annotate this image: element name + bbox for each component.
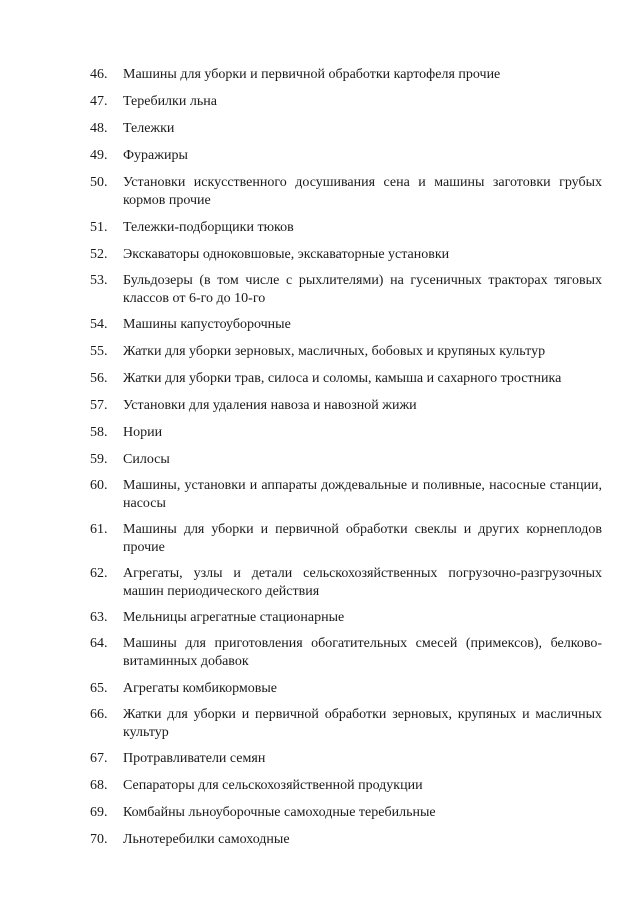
item-text: Силосы (123, 452, 170, 467)
item-text: Жатки для уборки зерновых, масличных, бобовых и крупяных культур (123, 344, 546, 359)
item-number: 47. (90, 94, 108, 109)
item-number: 68. (90, 778, 108, 793)
item-text: Машины капустоуборочные (123, 317, 291, 332)
item-number: 51. (90, 220, 108, 235)
list-item (90, 219, 602, 237)
list-item (90, 635, 602, 671)
item-text: Сепараторы для сельскохозяйственной продукции (123, 778, 423, 793)
list-item (90, 777, 602, 795)
item-text: Жатки для уборки и первичной обработки зерновых, крупяных и масличных культур (123, 707, 602, 740)
item-text: Тележки (123, 121, 175, 136)
item-number: 53. (90, 273, 108, 288)
item-text: Машины для уборки и первичной обработки картофеля прочие (123, 67, 501, 82)
item-text: Нории (123, 425, 163, 440)
item-text: Фуражиры (123, 148, 188, 163)
item-number: 58. (90, 425, 108, 440)
item-number: 66. (90, 707, 108, 722)
list-item (90, 174, 602, 210)
item-number: 55. (90, 344, 108, 359)
list-item (90, 750, 602, 768)
item-text: Агрегаты комбикормовые (123, 681, 277, 696)
item-text: Бульдозеры (в том числе с рыхлителями) на гусеничных тракторах тяговых классов от 6-го до 10-го (123, 273, 602, 306)
list-item (90, 477, 602, 513)
item-text: Агрегаты, узлы и детали сельскохозяйственных погрузочно-разгрузочных машин периодического действия (123, 566, 602, 599)
list-item (90, 609, 602, 627)
list-item (90, 397, 602, 415)
item-text: Мельницы агрегатные стационарные (123, 610, 345, 625)
item-text: Установки искусственного досушивания сена и машины заготовки грубых кормов прочие (123, 175, 602, 208)
item-number: 48. (90, 121, 108, 136)
item-number: 60. (90, 478, 108, 493)
item-text: Тележки-подборщики тюков (123, 220, 294, 235)
list-item (90, 93, 602, 111)
item-number: 64. (90, 636, 108, 651)
item-text: Машины для приготовления обогатительных смесей (примексов), белково-витаминных добавок (123, 636, 602, 669)
list-item (90, 120, 602, 138)
item-text: Машины, установки и аппараты дождевальные и поливные, насосные станции, насосы (123, 478, 602, 511)
item-number: 56. (90, 371, 108, 386)
item-number: 62. (90, 566, 108, 581)
item-text: Протравливатели семян (123, 751, 266, 766)
item-text: Установки для удаления навоза и навозной жижи (123, 398, 417, 413)
list-item (90, 343, 602, 361)
list-item (90, 521, 602, 557)
item-number: 54. (90, 317, 108, 332)
item-number: 69. (90, 805, 108, 820)
list-item (90, 272, 602, 308)
list-item (90, 706, 602, 742)
item-number: 52. (90, 247, 108, 262)
list-item (90, 680, 602, 698)
list-item (90, 804, 602, 822)
list-item (90, 370, 602, 388)
item-number: 63. (90, 610, 108, 625)
item-number: 70. (90, 832, 108, 847)
list-item (90, 147, 602, 165)
item-text: Комбайны льноуборочные самоходные теребильные (123, 805, 436, 820)
list-item (90, 424, 602, 442)
item-number: 46. (90, 67, 108, 82)
list-item (90, 451, 602, 469)
item-text: Жатки для уборки трав, силоса и соломы, камыша и сахарного тростника (123, 371, 562, 386)
list-item (90, 246, 602, 264)
item-number: 49. (90, 148, 108, 163)
item-number: 65. (90, 681, 108, 696)
item-number: 61. (90, 522, 108, 537)
item-number: 67. (90, 751, 108, 766)
list-item (90, 66, 602, 84)
list-item (90, 316, 602, 334)
item-text: Экскаваторы одноковшовые, экскаваторные установки (123, 247, 450, 262)
item-number: 57. (90, 398, 108, 413)
item-text: Льнотеребилки самоходные (123, 832, 290, 847)
item-number: 59. (90, 452, 108, 467)
item-text: Теребилки льна (123, 94, 217, 109)
list-item (90, 831, 602, 849)
item-number: 50. (90, 175, 108, 190)
item-text: Машины для уборки и первичной обработки свеклы и других корнеплодов прочие (123, 522, 602, 555)
list-item (90, 565, 602, 601)
